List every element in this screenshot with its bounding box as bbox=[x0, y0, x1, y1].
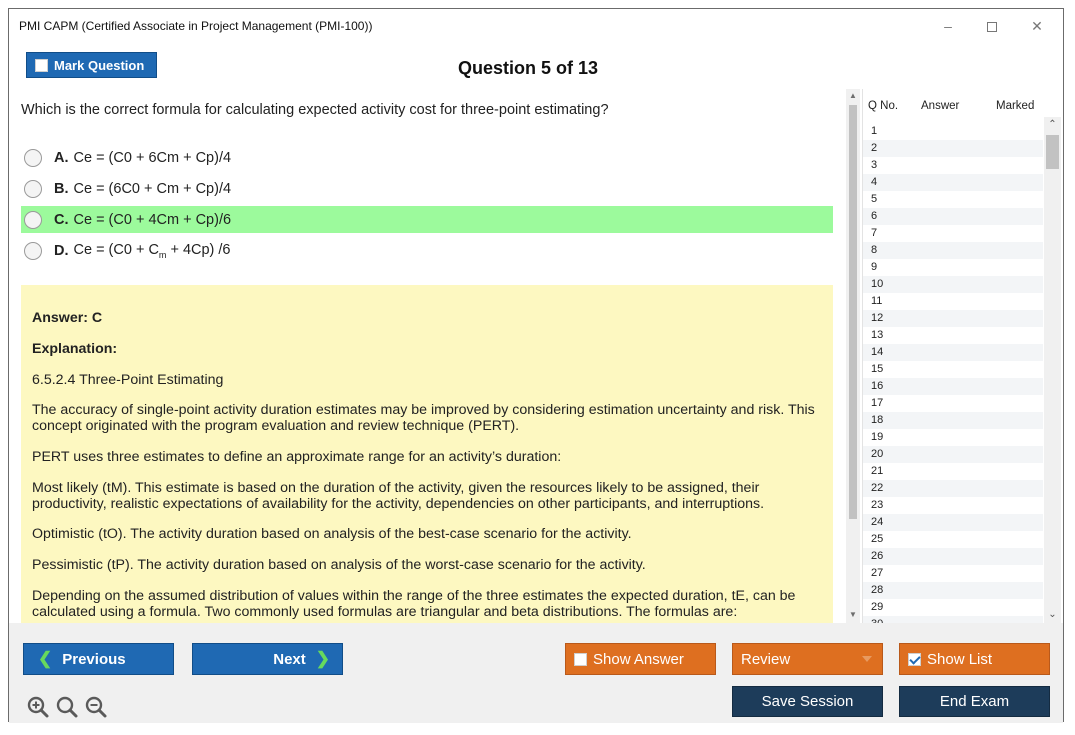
maximize-icon bbox=[987, 22, 997, 32]
zoom-out-icon[interactable] bbox=[84, 695, 108, 719]
question-list-row[interactable] bbox=[863, 395, 1043, 412]
question-number: 18 bbox=[871, 414, 884, 426]
option-c[interactable] bbox=[21, 206, 833, 233]
zoom-reset-icon[interactable] bbox=[55, 695, 79, 719]
question-number: 12 bbox=[871, 312, 884, 324]
chevron-up-icon[interactable]: ⌃ bbox=[1048, 119, 1057, 130]
dropdown-caret-icon bbox=[862, 656, 872, 662]
window-title: PMI CAPM (Certified Associate in Project Management (PMI-100)) bbox=[19, 19, 373, 33]
question-list bbox=[862, 89, 1060, 623]
maximize-button[interactable] bbox=[972, 13, 1012, 39]
question-list-row[interactable] bbox=[863, 344, 1043, 361]
question-number: 3 bbox=[871, 159, 878, 171]
option-c-text: Ce = (C0 + 4Cm + Cp)/6 bbox=[73, 211, 232, 228]
question-list-row[interactable] bbox=[863, 191, 1043, 208]
question-number: 25 bbox=[871, 533, 884, 545]
explanation-paragraph: Depending on the assumed distribution of values within the range of the three estimates the expected duration, tE, can be calculated using a formula. Two commonly used formulas are triangular and beta distributions. The formulas are: bbox=[32, 588, 796, 620]
review-label: Review bbox=[741, 650, 791, 668]
zoom-in-icon[interactable] bbox=[26, 695, 50, 719]
show-answer-checkbox[interactable] bbox=[574, 653, 587, 666]
option-a[interactable] bbox=[21, 144, 833, 171]
option-a-letter: A. bbox=[54, 149, 69, 166]
question-number: 28 bbox=[871, 584, 884, 596]
next-label: Next bbox=[273, 650, 306, 668]
question-list-row[interactable] bbox=[863, 582, 1043, 599]
question-list-row[interactable] bbox=[863, 140, 1043, 157]
question-list-row[interactable] bbox=[863, 361, 1043, 378]
question-number: 15 bbox=[871, 363, 884, 375]
question-number: 27 bbox=[871, 567, 884, 579]
explanation-paragraph: PERT uses three estimates to define an approximate range for an activity’s duration: bbox=[32, 449, 562, 465]
content-scroll-thumb[interactable] bbox=[849, 105, 857, 519]
chevron-right-icon: ❯ bbox=[315, 649, 330, 668]
explanation-paragraph: 6.5.2.4 Three-Point Estimating bbox=[32, 372, 224, 388]
question-number: 4 bbox=[871, 176, 878, 188]
mark-question-button[interactable] bbox=[26, 52, 157, 78]
option-d-text bbox=[74, 242, 231, 260]
question-text: Which is the correct formula for calculating expected activity cost for three-point estimating? bbox=[21, 102, 609, 118]
question-list-row[interactable] bbox=[863, 123, 1043, 140]
question-list-row[interactable] bbox=[863, 225, 1043, 242]
bottom-toolbar bbox=[9, 623, 1063, 723]
show-answer-label: Show Answer bbox=[593, 650, 684, 668]
scroll-up-icon[interactable]: ▲ bbox=[849, 91, 857, 100]
show-answer-toggle[interactable] bbox=[565, 643, 716, 675]
question-list-row[interactable] bbox=[863, 548, 1043, 565]
option-b-letter: B. bbox=[54, 180, 69, 197]
end-exam-button[interactable]: End Exam bbox=[899, 686, 1050, 717]
option-d[interactable] bbox=[21, 237, 833, 264]
question-number: 22 bbox=[871, 482, 884, 494]
question-list-row[interactable] bbox=[863, 208, 1043, 225]
question-number: 9 bbox=[871, 261, 878, 273]
question-panel bbox=[9, 89, 844, 623]
mark-question-label: Mark Question bbox=[54, 57, 145, 73]
question-list-row[interactable] bbox=[863, 599, 1043, 616]
question-list-row[interactable] bbox=[863, 480, 1043, 497]
question-number: 23 bbox=[871, 499, 884, 511]
question-number: 8 bbox=[871, 244, 878, 256]
question-list-row[interactable] bbox=[863, 514, 1043, 531]
question-list-row[interactable] bbox=[863, 293, 1043, 310]
question-list-row[interactable] bbox=[863, 531, 1043, 548]
mark-question-checkbox[interactable] bbox=[35, 59, 48, 72]
question-number: 20 bbox=[871, 448, 884, 460]
question-number: 1 bbox=[871, 125, 878, 137]
question-number: 13 bbox=[871, 329, 884, 341]
col-marked: Marked bbox=[996, 100, 1035, 112]
answer-label: Answer: C bbox=[32, 310, 103, 326]
option-d-radio[interactable] bbox=[24, 242, 42, 260]
question-number: 29 bbox=[871, 601, 884, 613]
question-list-row[interactable] bbox=[863, 310, 1043, 327]
explanation-paragraph: Most likely (tM). This estimate is based on the duration of the activity, given the resources likely to be assigned, their productivity, realistic expectations of availability for the activity, dependencies on other participants, and interruptions. bbox=[32, 480, 765, 512]
option-b-text: Ce = (6C0 + Cm + Cp)/4 bbox=[73, 180, 232, 197]
question-number: 11 bbox=[871, 295, 883, 307]
question-list-row[interactable] bbox=[863, 157, 1043, 174]
question-list-row[interactable] bbox=[863, 565, 1043, 582]
question-number: 6 bbox=[871, 210, 878, 222]
option-c-radio[interactable] bbox=[24, 211, 42, 229]
title-bar bbox=[9, 9, 1063, 43]
col-answer: Answer bbox=[921, 100, 960, 112]
minimize-button[interactable]: – bbox=[944, 18, 952, 34]
question-number: 24 bbox=[871, 516, 884, 528]
previous-label: Previous bbox=[62, 650, 126, 668]
show-list-label: Show List bbox=[927, 650, 993, 668]
question-number: 21 bbox=[871, 465, 884, 477]
col-qno: Q No. bbox=[868, 100, 899, 112]
question-number: 5 bbox=[871, 193, 878, 205]
question-list-row[interactable] bbox=[863, 242, 1043, 259]
explanation-paragraph: Pessimistic (tP). The activity duration based on analysis of the worst-case scenario for the activity. bbox=[32, 557, 646, 573]
question-list-row[interactable] bbox=[863, 276, 1043, 293]
option-b[interactable] bbox=[21, 175, 833, 202]
question-list-row[interactable] bbox=[863, 327, 1043, 344]
option-a-radio[interactable] bbox=[24, 149, 42, 167]
chevron-down-icon[interactable]: ⌄ bbox=[1048, 609, 1057, 620]
option-d-letter: D. bbox=[54, 242, 69, 259]
explanation-paragraph: The accuracy of single-point activity duration estimates may be improved by considering estimation uncertainty and risk. This concept originated with the program evaluation and review technique (PERT). bbox=[32, 402, 815, 434]
question-number: 14 bbox=[871, 346, 884, 358]
show-list-toggle[interactable] bbox=[899, 643, 1050, 675]
app-window bbox=[8, 8, 1064, 722]
question-list-row[interactable] bbox=[863, 446, 1043, 463]
question-list-row[interactable] bbox=[863, 174, 1043, 191]
explanation-heading: Explanation: bbox=[32, 341, 118, 357]
question-list-row[interactable] bbox=[863, 259, 1043, 276]
question-list-scroll-thumb[interactable] bbox=[1046, 135, 1059, 169]
question-number: 19 bbox=[871, 431, 884, 443]
next-button[interactable] bbox=[192, 643, 343, 675]
option-d-text-start: Ce = (C0 + C bbox=[73, 241, 159, 258]
show-list-checkbox[interactable] bbox=[908, 653, 921, 666]
question-number: 26 bbox=[871, 550, 884, 562]
question-list-row[interactable] bbox=[863, 378, 1043, 395]
option-d-text-end: + 4Cp) /6 bbox=[166, 241, 231, 258]
previous-button[interactable] bbox=[23, 643, 174, 675]
question-number: 10 bbox=[871, 278, 884, 290]
question-counter: Question 5 of 13 bbox=[458, 58, 599, 78]
review-dropdown[interactable] bbox=[732, 643, 883, 675]
chevron-left-icon: ❮ bbox=[38, 649, 53, 668]
question-list-header bbox=[863, 89, 1043, 117]
question-number: 2 bbox=[871, 142, 878, 154]
question-list-row[interactable] bbox=[863, 412, 1043, 429]
scroll-down-icon[interactable]: ▼ bbox=[849, 610, 857, 619]
option-b-radio[interactable] bbox=[24, 180, 42, 198]
question-number: 16 bbox=[871, 380, 884, 392]
option-d-subscript: m bbox=[158, 249, 167, 260]
question-list-scrollbar[interactable] bbox=[1044, 117, 1061, 623]
explanation-panel bbox=[21, 285, 833, 635]
question-number: 7 bbox=[871, 227, 878, 239]
option-a-text: Ce = (C0 + 6Cm + Cp)/4 bbox=[73, 149, 232, 166]
question-number: 17 bbox=[871, 397, 884, 409]
save-session-button[interactable]: Save Session bbox=[732, 686, 883, 717]
explanation-paragraph: Optimistic (tO). The activity duration based on analysis of the best-case scenario for the activity. bbox=[32, 526, 632, 542]
option-c-letter: C. bbox=[54, 211, 69, 228]
question-list-row[interactable] bbox=[863, 429, 1043, 446]
close-button[interactable]: ✕ bbox=[1031, 18, 1043, 34]
question-list-row[interactable] bbox=[863, 463, 1043, 480]
content-scrollbar[interactable] bbox=[846, 89, 860, 623]
question-list-row[interactable] bbox=[863, 497, 1043, 514]
question-toolbar bbox=[9, 43, 1063, 89]
